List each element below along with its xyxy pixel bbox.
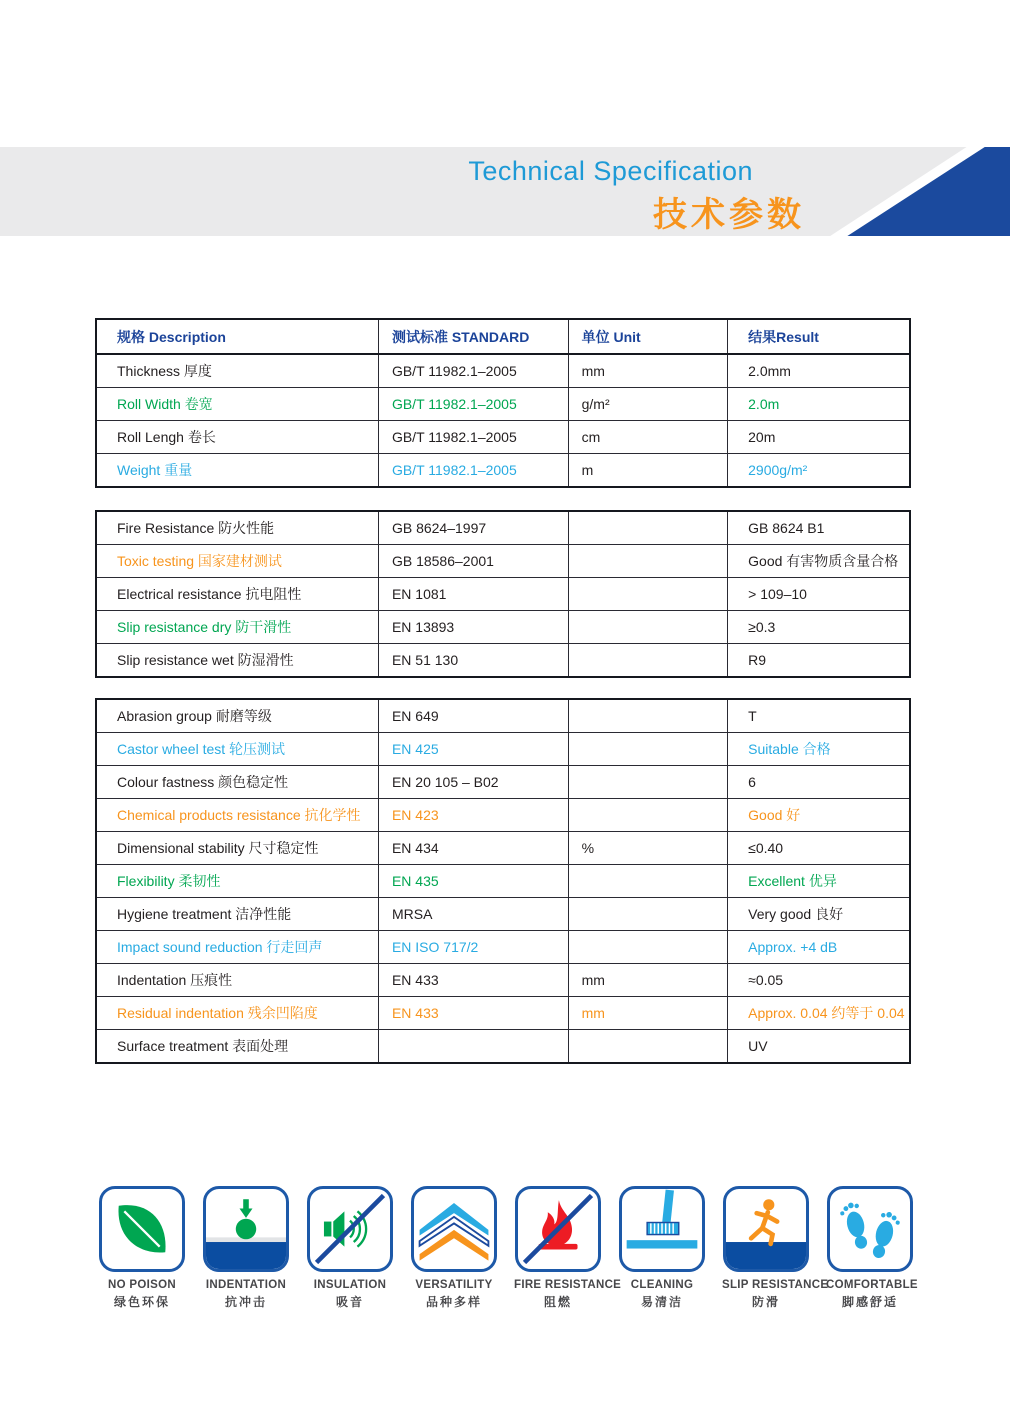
feature-icons-row (98, 1186, 918, 1310)
column-header: 测试标准 STANDARD (378, 319, 568, 354)
unit-cell: % (568, 832, 728, 865)
unit-cell (568, 611, 728, 644)
spec-label-cell: Roll Lengh 卷长 (96, 421, 378, 454)
spec-label-cell: Colour fastness 颜色稳定性 (96, 766, 378, 799)
unit-cell: cm (568, 421, 728, 454)
spec-label-cell: Toxic testing 国家建材测试 (96, 545, 378, 578)
result-cell: T (728, 699, 910, 733)
table-row (96, 578, 910, 611)
result-cell: Suitable 合格 (728, 733, 910, 766)
standard-cell: GB/T 11982.1–2005 (378, 421, 568, 454)
unit-cell (568, 931, 728, 964)
result-cell: ≤0.40 (728, 832, 910, 865)
feature-label-zh: 脚感舒适 (841, 1295, 898, 1309)
cleaning-icon (619, 1186, 705, 1272)
spec-label-cell: Thickness 厚度 (96, 354, 378, 388)
feature-label-en: INSULATION (313, 1279, 387, 1291)
spec-label-cell: Roll Width 卷宽 (96, 388, 378, 421)
feature-label-zh: 品种多样 (425, 1295, 482, 1309)
spec-label-cell: Slip resistance wet 防湿滑性 (96, 644, 378, 678)
spec-table-performance (95, 698, 911, 1064)
spec-label-cell: Indentation 压痕性 (96, 964, 378, 997)
table-row (96, 898, 910, 931)
standard-cell: GB 8624–1997 (378, 511, 568, 545)
table-row (96, 865, 910, 898)
feature-card (202, 1186, 290, 1310)
unit-cell (568, 799, 728, 832)
unit-cell (568, 766, 728, 799)
page-title-en: Technical Specification (468, 156, 753, 186)
result-cell: Good 有害物质含量合格 (728, 545, 910, 578)
feature-card (826, 1186, 918, 1310)
spec-table-safety (95, 510, 911, 678)
feature-label-en: SLIP RESISTANCE (722, 1279, 829, 1291)
result-cell: ≥0.3 (728, 611, 910, 644)
result-cell: Very good 良好 (728, 898, 910, 931)
feature-label-zh: 防滑 (751, 1295, 780, 1309)
unit-cell (568, 578, 728, 611)
column-header: 结果Result (728, 319, 910, 354)
unit-cell (568, 865, 728, 898)
unit-cell (568, 545, 728, 578)
spec-label-cell: Slip resistance dry 防干滑性 (96, 611, 378, 644)
standard-cell: MRSA (378, 898, 568, 931)
spec-label-cell: Surface treatment 表面处理 (96, 1030, 378, 1064)
result-cell: 2.0mm (728, 354, 910, 388)
unit-cell: g/m² (568, 388, 728, 421)
table-row (96, 733, 910, 766)
column-header: 单位 Unit (568, 319, 728, 354)
standard-cell: EN 649 (378, 699, 568, 733)
spec-label-cell: Chemical products resistance 抗化学性 (96, 799, 378, 832)
standard-cell: EN 433 (378, 964, 568, 997)
table-row (96, 611, 910, 644)
unit-cell (568, 511, 728, 545)
feature-card (410, 1186, 498, 1310)
indentation-icon (203, 1186, 289, 1272)
feature-label-zh: 阻燃 (543, 1295, 572, 1309)
feature-label-zh: 易清洁 (640, 1295, 683, 1309)
spec-label-cell: Hygiene treatment 洁净性能 (96, 898, 378, 931)
table-row (96, 832, 910, 865)
table-row (96, 354, 910, 388)
spec-label-cell: Residual indentation 残余凹陷度 (96, 997, 378, 1030)
table-row (96, 388, 910, 421)
spec-label-cell: Fire Resistance 防火性能 (96, 511, 378, 545)
unit-cell: mm (568, 964, 728, 997)
standard-cell: GB/T 11982.1–2005 (378, 354, 568, 388)
feature-label-en: CLEANING (630, 1279, 694, 1291)
table-row (96, 997, 910, 1030)
spec-table-dimensions (95, 318, 911, 488)
feature-card (98, 1186, 186, 1310)
standard-cell: GB 18586–2001 (378, 545, 568, 578)
feature-label-en: VERSATILITY (415, 1279, 493, 1291)
standard-cell: EN 51 130 (378, 644, 568, 678)
standard-cell: EN 13893 (378, 611, 568, 644)
spec-label-cell: Flexibility 柔韧性 (96, 865, 378, 898)
feature-card (514, 1186, 622, 1310)
table-header-row (96, 319, 910, 354)
insulation-icon (307, 1186, 393, 1272)
standard-cell: EN 423 (378, 799, 568, 832)
feature-card (618, 1186, 706, 1310)
spec-label-cell: Castor wheel test 轮压测试 (96, 733, 378, 766)
unit-cell: mm (568, 354, 728, 388)
standard-cell: GB/T 11982.1–2005 (378, 454, 568, 488)
table-row (96, 766, 910, 799)
table-row (96, 799, 910, 832)
spec-label-cell: Electrical resistance 抗电阻性 (96, 578, 378, 611)
column-header: 规格 Description (96, 319, 378, 354)
unit-cell (568, 644, 728, 678)
versatility-icon (411, 1186, 497, 1272)
result-cell: Approx. +4 dB (728, 931, 910, 964)
unit-cell (568, 1030, 728, 1064)
table-row (96, 454, 910, 488)
result-cell: 2900g/m² (728, 454, 910, 488)
slip-resistance-icon (723, 1186, 809, 1272)
unit-cell (568, 898, 728, 931)
standard-cell: EN 1081 (378, 578, 568, 611)
feature-label-zh: 绿色环保 (113, 1295, 170, 1309)
unit-cell: m (568, 454, 728, 488)
standard-cell: EN 425 (378, 733, 568, 766)
standard-cell: EN ISO 717/2 (378, 931, 568, 964)
result-cell: 2.0m (728, 388, 910, 421)
standard-cell (378, 1030, 568, 1064)
table-row (96, 699, 910, 733)
standard-cell: GB/T 11982.1–2005 (378, 388, 568, 421)
feature-label-en: COMFORTABLE (826, 1279, 918, 1291)
result-cell: ≈0.05 (728, 964, 910, 997)
unit-cell (568, 733, 728, 766)
fire-resistance-icon (515, 1186, 601, 1272)
standard-cell: EN 435 (378, 865, 568, 898)
unit-cell: mm (568, 997, 728, 1030)
spec-label-cell: Dimensional stability 尺寸稳定性 (96, 832, 378, 865)
banner (0, 147, 1010, 236)
result-cell: Excellent 优异 (728, 865, 910, 898)
result-cell: Good 好 (728, 799, 910, 832)
page-title-zh: 技术参数 (653, 196, 805, 234)
feature-label-en: NO POISON (108, 1279, 176, 1291)
feature-card (722, 1186, 829, 1310)
spec-label-cell: Abrasion group 耐磨等级 (96, 699, 378, 733)
result-cell: GB 8624 B1 (728, 511, 910, 545)
table-row (96, 545, 910, 578)
standard-cell: EN 434 (378, 832, 568, 865)
feature-label-zh: 抗冲击 (224, 1295, 267, 1309)
feature-label-en: INDENTATION (205, 1279, 287, 1291)
result-cell: R9 (728, 644, 910, 678)
spec-label-cell: Impact sound reduction 行走回声 (96, 931, 378, 964)
feature-card (306, 1186, 394, 1310)
table-row (96, 511, 910, 545)
result-cell: Approx. 0.04 约等于 0.04 (728, 997, 910, 1030)
standard-cell: EN 433 (378, 997, 568, 1030)
leaf-icon (99, 1186, 185, 1272)
table-row (96, 931, 910, 964)
result-cell: 6 (728, 766, 910, 799)
standard-cell: EN 20 105 – B02 (378, 766, 568, 799)
table-row (96, 964, 910, 997)
unit-cell (568, 699, 728, 733)
table-row (96, 644, 910, 678)
feature-label-en: FIRE RESISTANCE (514, 1279, 622, 1291)
spec-label-cell: Weight 重量 (96, 454, 378, 488)
result-cell: > 109–10 (728, 578, 910, 611)
table-row (96, 1030, 910, 1064)
result-cell: 20m (728, 421, 910, 454)
feature-label-zh: 吸音 (335, 1295, 364, 1309)
result-cell: UV (728, 1030, 910, 1064)
comfortable-icon (827, 1186, 913, 1272)
table-row (96, 421, 910, 454)
